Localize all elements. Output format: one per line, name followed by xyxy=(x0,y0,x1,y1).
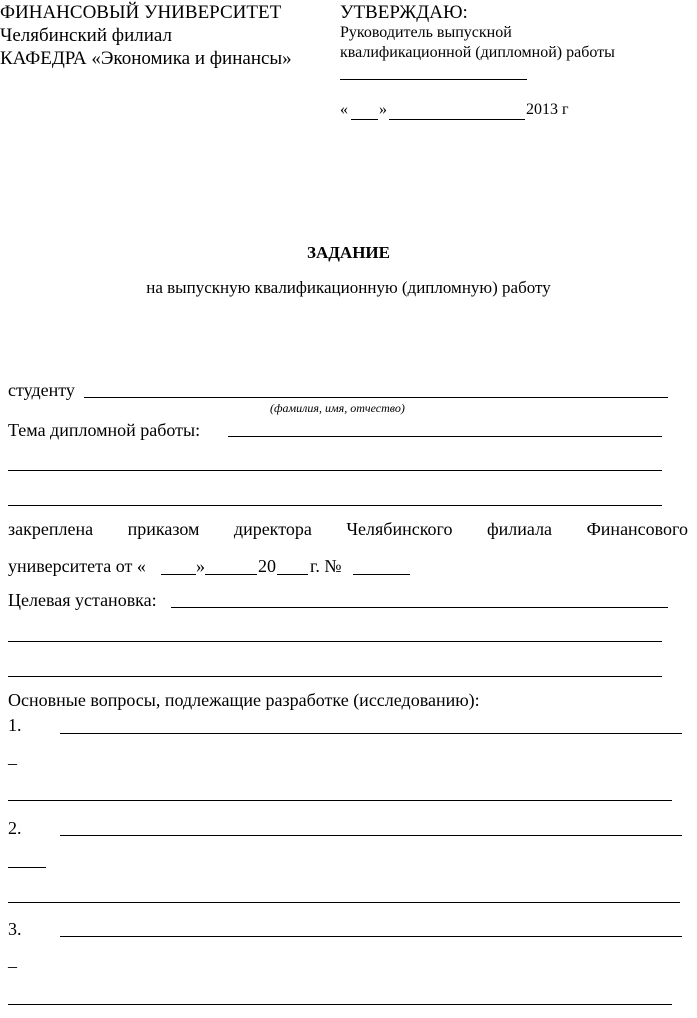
approver-line2: квалификационной (дипломной) работы xyxy=(340,44,615,61)
topic-line-1 xyxy=(228,436,662,437)
assigned-word: Финансового xyxy=(586,519,688,539)
student-label: студенту xyxy=(8,380,75,400)
approve-label: УТВЕРЖДАЮ: xyxy=(340,2,468,23)
item-3-tail: – xyxy=(8,956,17,976)
item-3-line xyxy=(60,936,682,937)
target-line-3 xyxy=(8,676,662,677)
topic-line-2 xyxy=(8,470,662,471)
order-close-quote: » xyxy=(196,556,205,576)
item-number-3: 3. xyxy=(8,919,22,939)
order-year-line xyxy=(277,574,308,575)
branch-name: Челябинский филиал xyxy=(0,25,172,46)
date-day-line xyxy=(351,119,378,120)
item-3-line-2 xyxy=(8,1004,672,1005)
student-caption: (фамилия, имя, отчество) xyxy=(270,401,405,415)
target-line-2 xyxy=(8,641,662,642)
item-2-tail-line xyxy=(8,867,46,868)
order-number-line xyxy=(353,574,410,575)
department-name: КАФЕДРА «Экономика и финансы» xyxy=(0,48,292,69)
date-open-quote: « xyxy=(340,101,348,118)
assigned-word: директора xyxy=(233,519,312,539)
topic-label: Тема дипломной работы: xyxy=(8,420,201,440)
item-1-tail: – xyxy=(8,753,17,773)
item-number-2: 2. xyxy=(8,818,22,838)
date-year: 2013 г xyxy=(526,101,569,118)
item-number-1: 1. xyxy=(8,715,22,735)
assigned-word: закреплена xyxy=(8,519,94,539)
assigned-word: Челябинского xyxy=(346,519,453,539)
item-1-line xyxy=(60,733,682,734)
university-name: ФИНАНСОВЫЙ УНИВЕРСИТЕТ xyxy=(0,2,282,23)
assigned-word: филиала xyxy=(487,519,553,539)
document-subtitle: на выпускную квалификационную (дипломную) работу xyxy=(146,278,551,297)
student-name-line xyxy=(84,397,668,398)
signature-line xyxy=(340,79,527,80)
target-label: Целевая установка: xyxy=(8,590,157,610)
order-year-prefix: 20 xyxy=(258,556,276,576)
date-close-quote: » xyxy=(379,101,387,118)
target-line-1 xyxy=(171,607,668,608)
document-title: ЗАДАНИЕ xyxy=(306,243,390,262)
date-month-line xyxy=(389,119,525,120)
item-2-line xyxy=(60,835,682,836)
topic-line-3 xyxy=(8,505,662,506)
order-day-line xyxy=(161,574,196,575)
order-month-line xyxy=(205,574,257,575)
item-1-line-2 xyxy=(8,800,672,801)
assigned-word: приказом xyxy=(127,519,200,539)
order-number-label: г. № xyxy=(310,556,342,576)
assigned-text-row xyxy=(8,519,688,540)
approver-line1: Руководитель выпускной xyxy=(340,24,512,41)
order-prefix: университета от « xyxy=(8,556,146,576)
item-2-line-2 xyxy=(8,902,680,903)
questions-label: Основные вопросы, подлежащие разработке (исследованию): xyxy=(8,690,480,710)
